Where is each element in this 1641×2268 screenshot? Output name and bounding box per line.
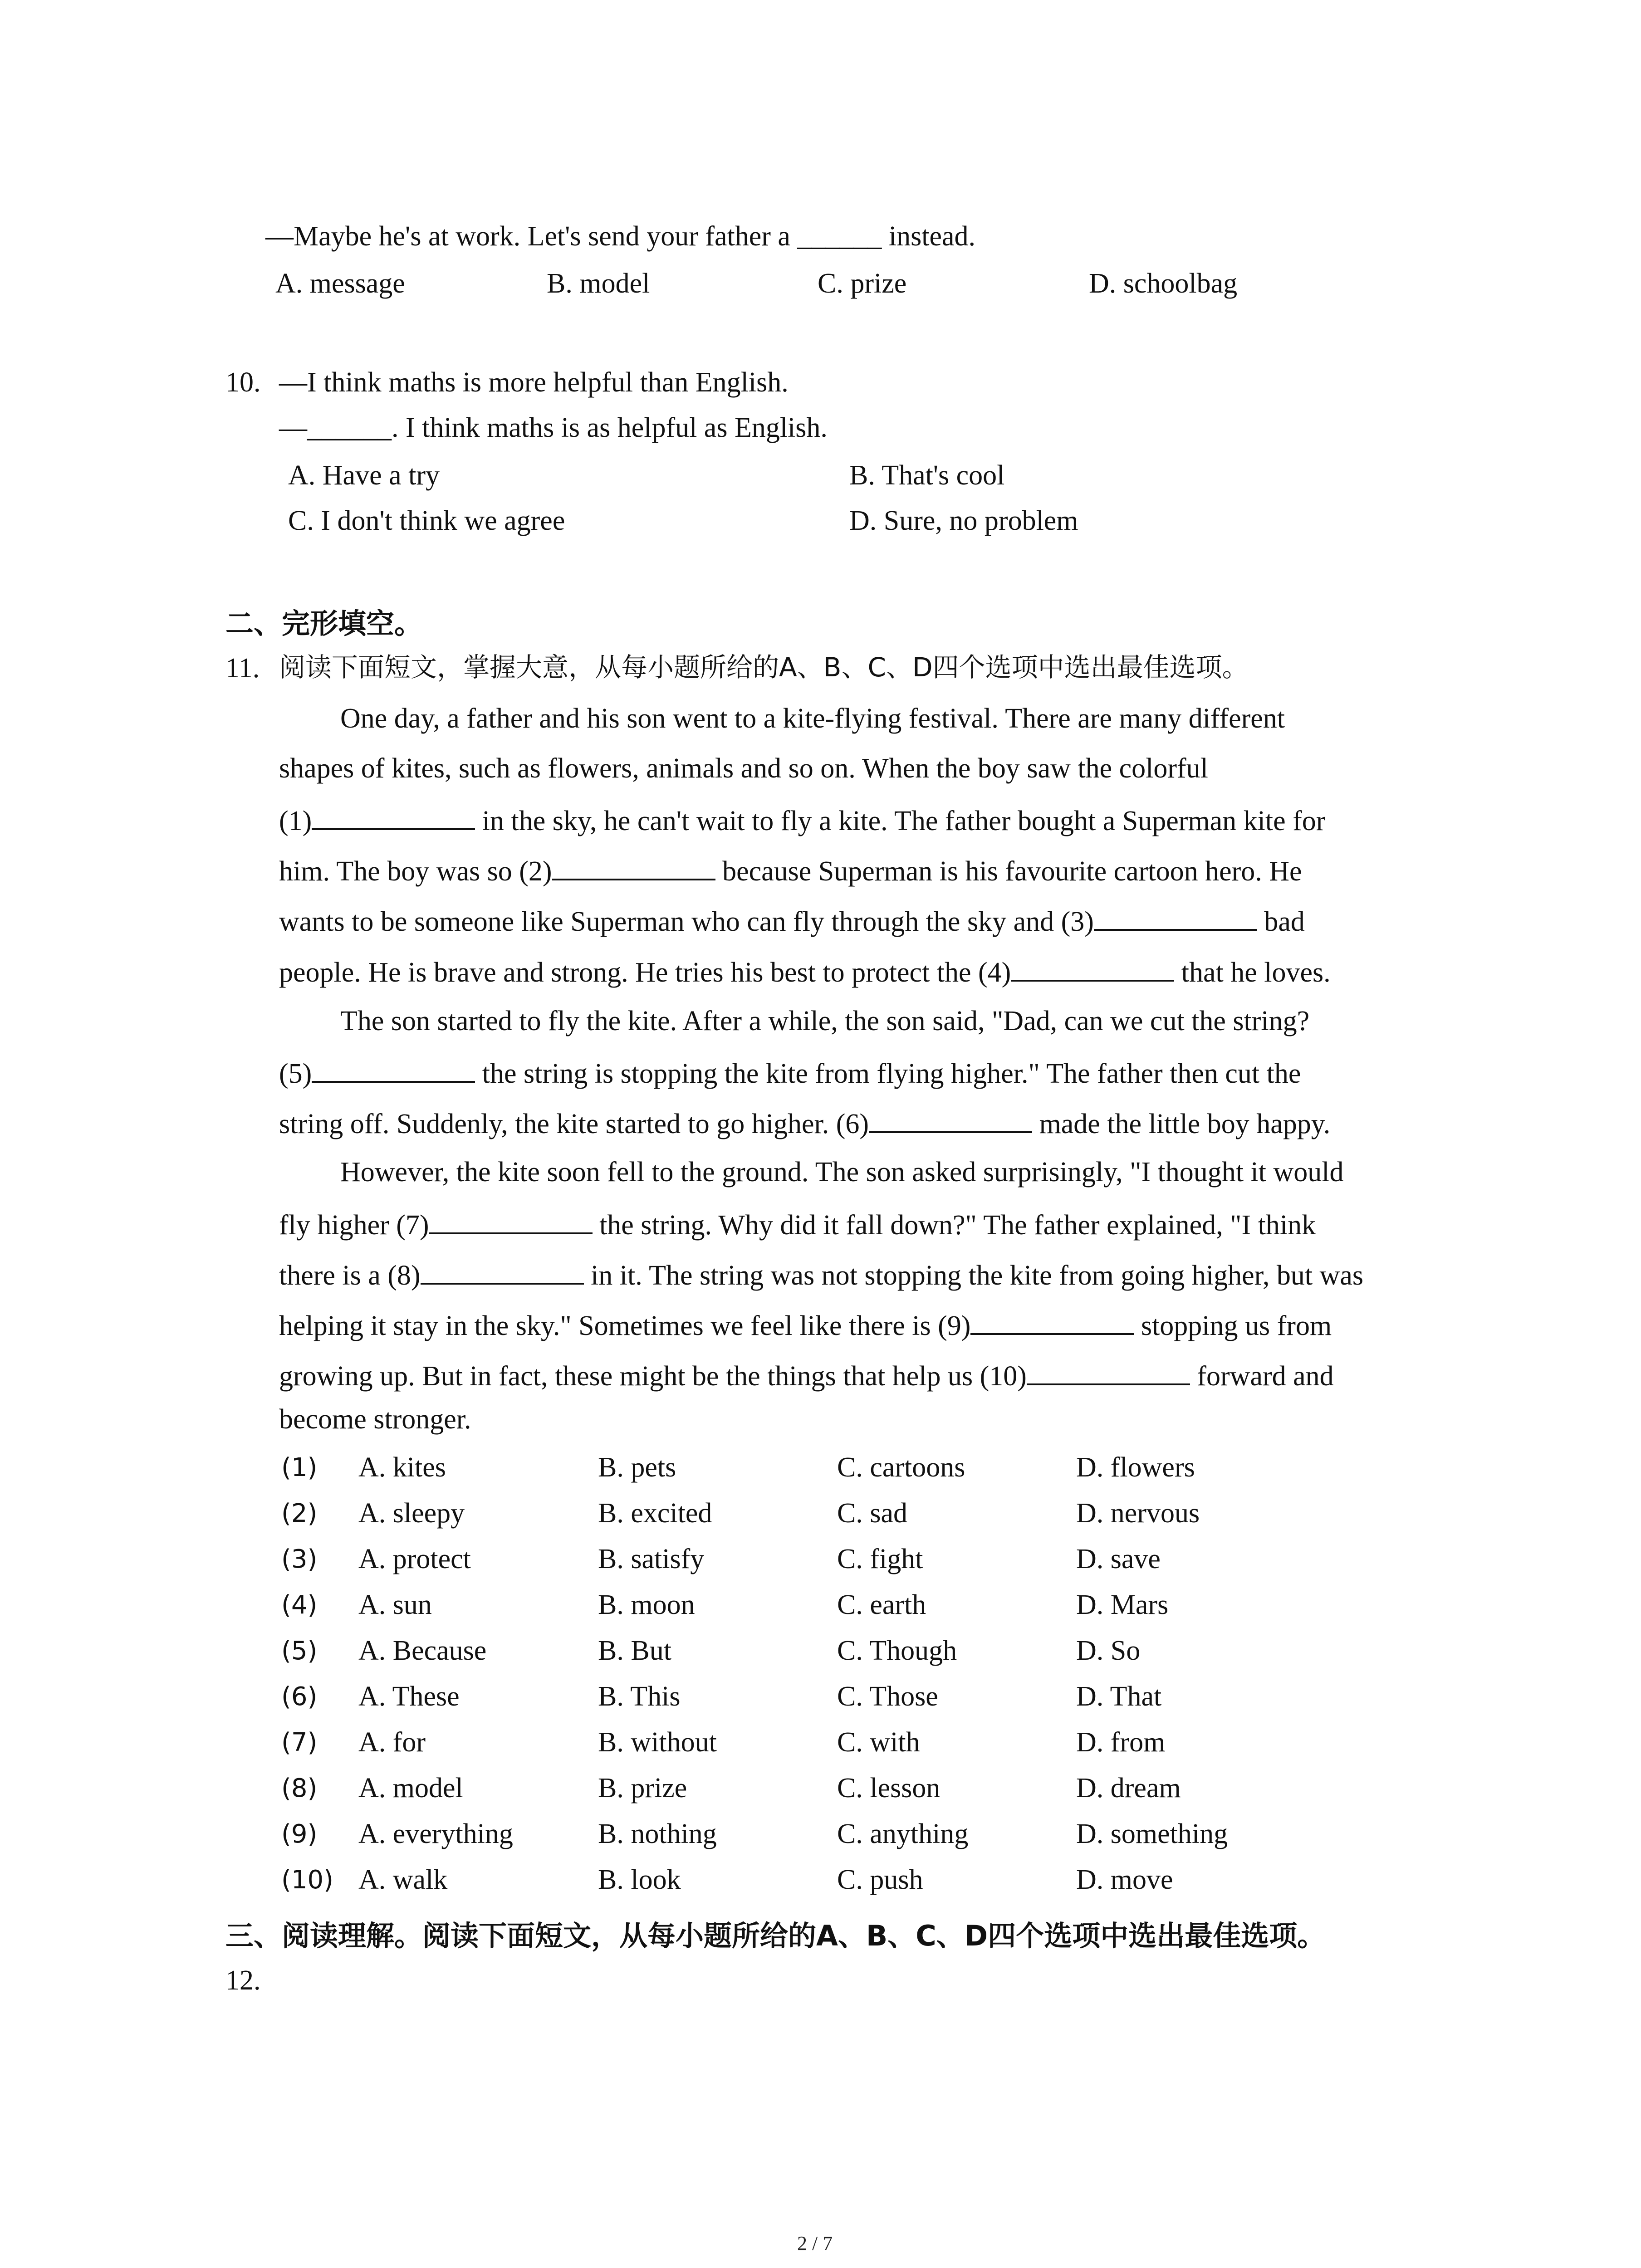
q9-option-c: C. prize	[818, 268, 907, 299]
passage-text: forward and	[1190, 1361, 1334, 1392]
choice-option-c[interactable]: C. sad	[837, 1498, 907, 1529]
choice-option-a[interactable]: A. walk	[358, 1864, 448, 1895]
passage-text: bad	[1257, 906, 1305, 937]
choice-option-a[interactable]: A. kites	[358, 1452, 446, 1483]
choice-option-a[interactable]: A. sleepy	[358, 1498, 465, 1529]
choice-option-a[interactable]: A. These	[358, 1681, 460, 1712]
q9-option-d: D. schoolbag	[1089, 268, 1238, 299]
choice-option-d[interactable]: D. from	[1076, 1727, 1166, 1758]
q10-line1: —I think maths is more helpful than English.	[279, 367, 789, 398]
q10-option-c: C. I don't think we agree	[288, 505, 565, 536]
choice-option-c[interactable]: C. anything	[837, 1818, 969, 1849]
passage-text: growing up. But in fact, these might be the things that help us (10)	[279, 1361, 1027, 1392]
choice-number: (9)	[281, 1819, 318, 1849]
answer-blank[interactable]	[1027, 1360, 1190, 1385]
choice-number: (6)	[281, 1682, 318, 1711]
choice-option-b[interactable]: B. pets	[598, 1452, 676, 1483]
passage-text: that he loves.	[1174, 957, 1331, 988]
passage-text: string off. Suddenly, the kite started to go higher. (6)	[279, 1109, 869, 1139]
choice-number: (8)	[281, 1774, 318, 1803]
answer-blank[interactable]	[421, 1259, 584, 1285]
choice-option-b[interactable]: B. look	[598, 1864, 681, 1895]
answer-blank[interactable]	[970, 1310, 1134, 1335]
choice-option-c[interactable]: C. earth	[837, 1589, 926, 1620]
passage-line	[279, 905, 1305, 936]
passage-text: shapes of kites, such as flowers, animals and so on. When the boy saw the colorful	[279, 753, 1208, 784]
choice-option-d[interactable]: D. That	[1076, 1681, 1162, 1712]
answer-blank[interactable]	[312, 805, 475, 830]
choice-option-c[interactable]: C. cartoons	[837, 1452, 965, 1483]
choice-option-a[interactable]: A. model	[358, 1773, 463, 1804]
passage-text: stopping us from	[1134, 1310, 1332, 1341]
passage-text: (5)	[279, 1058, 312, 1089]
answer-blank[interactable]	[312, 1057, 475, 1083]
passage-line	[279, 1209, 1316, 1239]
passage-text: people. He is brave and strong. He tries his best to protect the (4)	[279, 957, 1011, 988]
q10-option-b: B. That's cool	[849, 460, 1005, 491]
passage-text: made the little boy happy.	[1032, 1109, 1331, 1139]
choice-option-c[interactable]: C. push	[837, 1864, 923, 1895]
section3-heading: 三、阅读理解。阅读下面短文，从每小题所给的A、B、C、D四个选项中选出最佳选项。	[225, 1919, 1326, 1952]
choice-option-c[interactable]: C. Those	[837, 1681, 938, 1712]
passage-line	[279, 754, 1208, 782]
passage-line	[279, 1057, 1301, 1088]
q10-option-d: D. Sure, no problem	[849, 505, 1078, 536]
choice-option-c[interactable]: C. with	[837, 1727, 920, 1758]
choice-option-b[interactable]: B. nothing	[598, 1818, 717, 1849]
answer-blank[interactable]	[869, 1108, 1032, 1133]
choice-option-a[interactable]: A. Because	[358, 1635, 487, 1666]
choice-option-b[interactable]: B. moon	[598, 1589, 695, 1620]
choice-number: (10)	[281, 1865, 333, 1895]
passage-text: become stronger.	[279, 1404, 471, 1435]
choice-option-a[interactable]: A. protect	[358, 1544, 471, 1574]
choice-option-d[interactable]: D. move	[1076, 1864, 1173, 1895]
passage-text: him. The boy was so (2)	[279, 856, 552, 887]
choice-option-a[interactable]: A. for	[358, 1727, 426, 1758]
q9-option-a: A. message	[275, 268, 405, 299]
passage-line	[279, 1108, 1330, 1138]
passage-line	[279, 1360, 1334, 1390]
choice-option-b[interactable]: B. satisfy	[598, 1544, 705, 1574]
choice-option-c[interactable]: C. Though	[837, 1635, 957, 1666]
q9-line: —Maybe he's at work. Let's send your father a ______ instead.	[265, 221, 976, 252]
choice-option-b[interactable]: B. But	[598, 1635, 671, 1666]
passage-text: there is a (8)	[279, 1260, 421, 1291]
passage-line	[279, 956, 1331, 987]
passage-text: One day, a father and his son went to a kite-flying festival. There are many different	[340, 703, 1285, 734]
q11-instruction: 阅读下面短文，掌握大意，从每小题所给的A、B、C、D四个选项中选出最佳选项。	[279, 652, 1249, 683]
choice-option-d[interactable]: D. nervous	[1076, 1498, 1200, 1529]
answer-blank[interactable]	[429, 1209, 593, 1234]
passage-line	[279, 805, 1325, 835]
choice-number: (1)	[281, 1453, 318, 1482]
choice-number: (2)	[281, 1499, 318, 1528]
choice-number: (4)	[281, 1590, 318, 1620]
choice-option-c[interactable]: C. fight	[837, 1544, 923, 1574]
passage-text: because Superman is his favourite cartoon hero. He	[715, 856, 1302, 887]
choice-option-b[interactable]: B. prize	[598, 1773, 687, 1804]
choice-number: (7)	[281, 1728, 318, 1757]
answer-blank[interactable]	[552, 855, 715, 880]
choice-option-d[interactable]: D. dream	[1076, 1773, 1181, 1804]
choice-option-d[interactable]: D. save	[1076, 1544, 1161, 1574]
choice-option-d[interactable]: D. Mars	[1076, 1589, 1169, 1620]
passage-line	[340, 1007, 1309, 1035]
passage-text: the string is stopping the kite from flying higher." The father then cut the	[475, 1058, 1301, 1089]
choice-number: (5)	[281, 1636, 318, 1666]
page-number: 2 / 7	[797, 2232, 833, 2254]
answer-blank[interactable]	[1011, 956, 1174, 982]
passage-text: The son started to fly the kite. After a while, the son said, "Dad, can we cut the string?	[340, 1006, 1310, 1036]
choice-option-b[interactable]: B. excited	[598, 1498, 712, 1529]
passage-text: However, the kite soon fell to the ground. The son asked surprisingly, "I thought it would	[340, 1157, 1344, 1188]
answer-blank[interactable]	[1094, 905, 1257, 931]
passage-line	[279, 1310, 1332, 1340]
passage-line	[279, 855, 1302, 885]
choice-option-d[interactable]: D. flowers	[1076, 1452, 1195, 1483]
passage-text: the string. Why did it fall down?" The father explained, "I think	[592, 1210, 1316, 1241]
passage-line	[279, 1259, 1363, 1290]
q11-number: 11.	[225, 653, 260, 684]
choice-option-c[interactable]: C. lesson	[837, 1773, 941, 1804]
q10-line2: —______. I think maths is as helpful as English.	[279, 412, 828, 443]
q10-option-a: A. Have a try	[288, 460, 440, 491]
q9-option-b: B. model	[547, 268, 650, 299]
choice-option-a[interactable]: A. everything	[358, 1818, 513, 1849]
passage-line	[340, 704, 1285, 733]
passage-text: wants to be someone like Superman who can fly through the sky and (3)	[279, 906, 1094, 937]
choice-option-d[interactable]: D. something	[1076, 1818, 1228, 1849]
q12-number: 12.	[225, 1965, 261, 1996]
passage-text: fly higher (7)	[279, 1210, 429, 1241]
passage-line	[340, 1158, 1343, 1186]
passage-text: in the sky, he can't wait to fly a kite. The father bought a Superman kite for	[475, 806, 1326, 836]
choice-option-a[interactable]: A. sun	[358, 1589, 432, 1620]
passage-line	[279, 1405, 471, 1433]
q10-number: 10.	[225, 367, 261, 398]
passage-text: helping it stay in the sky." Sometimes we feel like there is (9)	[279, 1310, 971, 1341]
choice-option-b[interactable]: B. without	[598, 1727, 717, 1758]
passage-text: (1)	[279, 806, 312, 836]
section2-heading: 二、完形填空。	[225, 607, 423, 640]
choice-option-b[interactable]: B. This	[598, 1681, 681, 1712]
passage-text: in it. The string was not stopping the kite from going higher, but was	[583, 1260, 1363, 1291]
choice-number: (3)	[281, 1545, 318, 1574]
choice-option-d[interactable]: D. So	[1076, 1635, 1141, 1666]
